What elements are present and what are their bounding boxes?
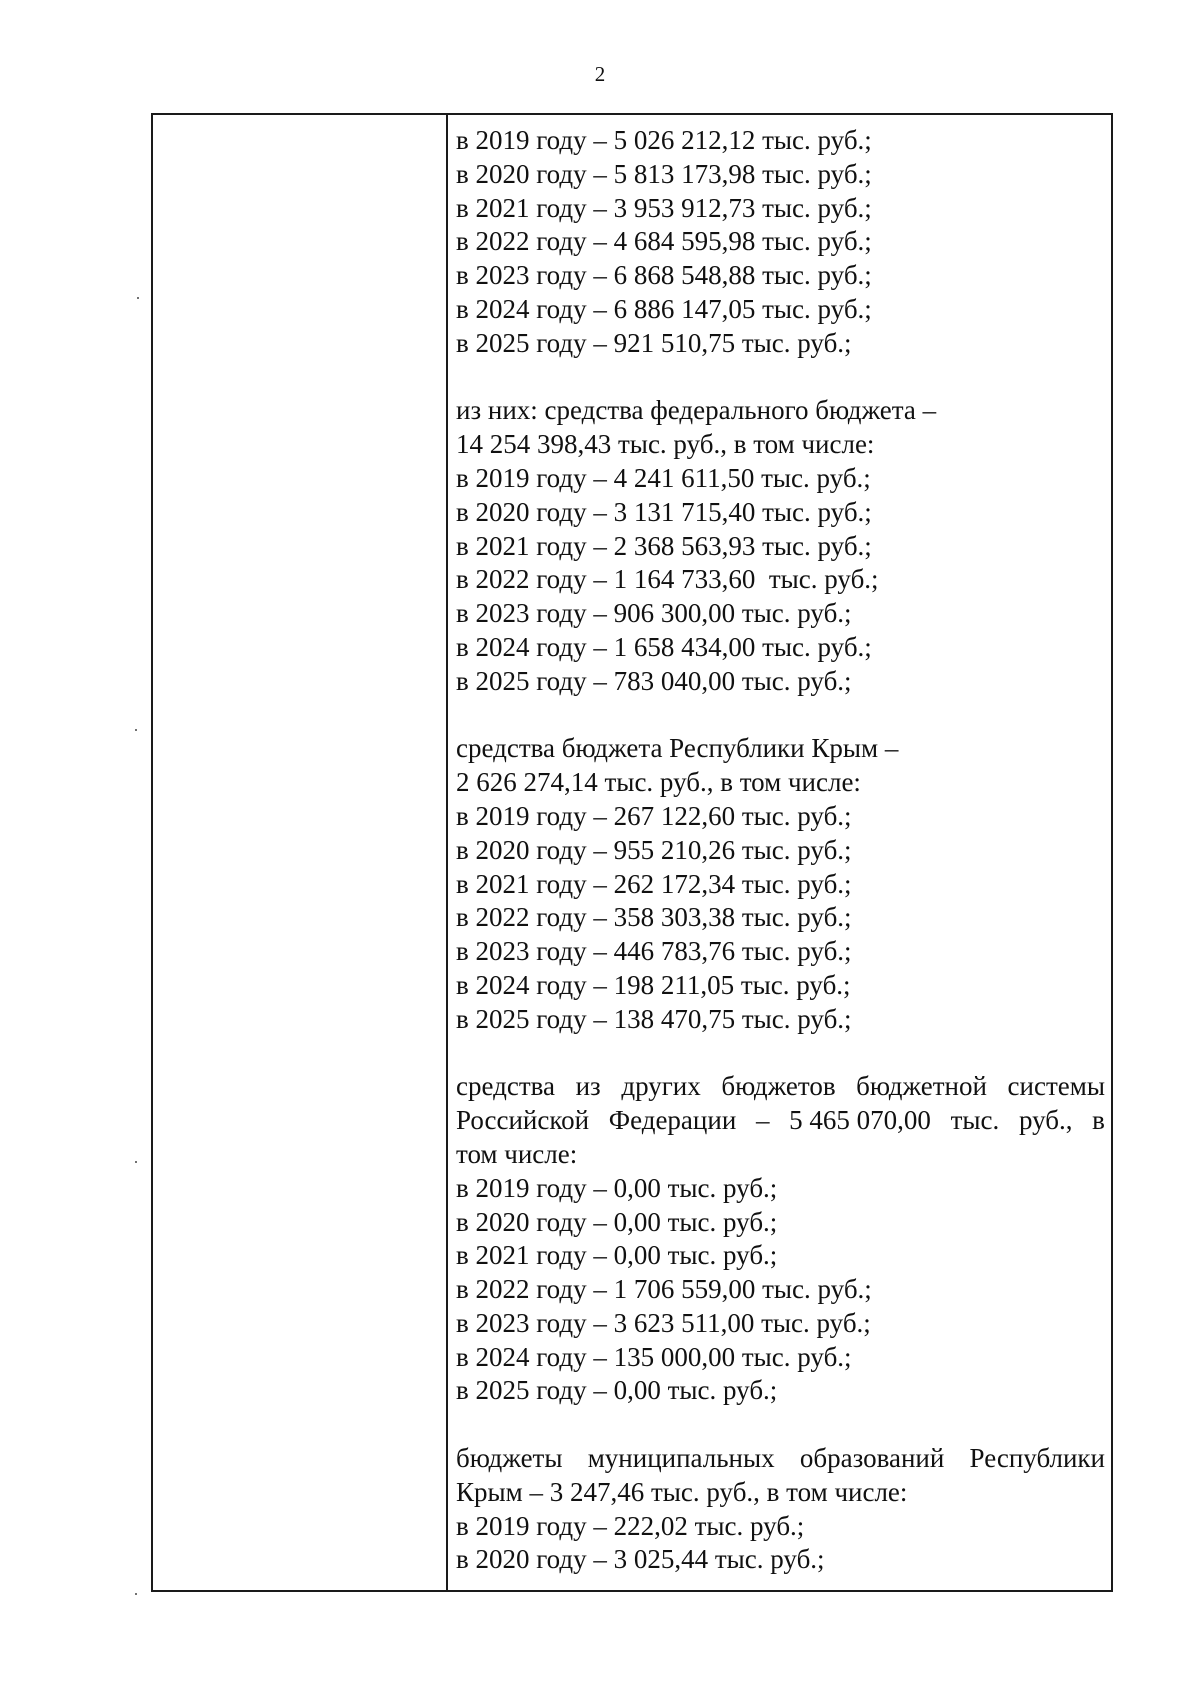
scan-speck — [137, 297, 139, 299]
heading-word: Федерации — [608, 1105, 737, 1136]
heading-word: средства — [456, 1071, 556, 1102]
year-line: в 2019 году – 222,02 тыс. руб.; — [456, 1510, 805, 1541]
year-line: в 2019 году – 0,00 тыс. руб.; — [456, 1172, 778, 1203]
year-line: в 2021 году – 262 172,34 тыс. руб.; — [456, 868, 852, 899]
heading-word: 5 465 070,00 — [789, 1105, 931, 1136]
section-heading-line — [456, 1442, 1105, 1476]
municipal-budgets-section — [456, 1442, 1105, 1577]
totals-by-year — [456, 124, 1105, 361]
section-total: 14 254 398,43 тыс. руб., в том числе: — [456, 429, 875, 460]
heading-word: бюджетной — [856, 1071, 987, 1102]
heading-word: из — [575, 1071, 601, 1102]
section-heading: из них: средства федерального бюджета – — [456, 395, 937, 426]
year-line: в 2025 году – 921 510,75 тыс. руб.; — [456, 327, 852, 358]
federal-budget-section — [456, 394, 1105, 698]
heading-word: руб., — [1018, 1105, 1073, 1136]
heading-word: Республики — [969, 1443, 1105, 1474]
section-heading-line: том числе: — [456, 1138, 578, 1169]
year-line: в 2021 году – 0,00 тыс. руб.; — [456, 1240, 778, 1271]
heading-word: бюджеты — [456, 1443, 563, 1474]
year-line: в 2022 году – 1 706 559,00 тыс. руб.; — [456, 1274, 872, 1305]
section-heading-line — [456, 1070, 1105, 1104]
year-line: в 2023 году – 6 868 548,88 тыс. руб.; — [456, 260, 872, 291]
year-line: в 2021 году – 2 368 563,93 тыс. руб.; — [456, 530, 872, 561]
year-line: в 2024 году – 6 886 147,05 тыс. руб.; — [456, 293, 872, 324]
year-line: в 2025 году – 783 040,00 тыс. руб.; — [456, 665, 852, 696]
table-right-column — [448, 115, 1111, 1590]
page-number: 2 — [594, 62, 606, 86]
heading-word: системы — [1007, 1071, 1105, 1102]
year-line: в 2023 году – 906 300,00 тыс. руб.; — [456, 598, 852, 629]
year-line: в 2022 году – 4 684 595,98 тыс. руб.; — [456, 226, 872, 257]
year-line: в 2021 году – 3 953 912,73 тыс. руб.; — [456, 192, 872, 223]
year-line: в 2020 году – 0,00 тыс. руб.; — [456, 1206, 778, 1237]
section-total: 2 626 274,14 тыс. руб., в том числе: — [456, 767, 861, 798]
year-line: в 2024 году – 198 211,05 тыс. руб.; — [456, 969, 851, 1000]
year-line: в 2020 году – 5 813 173,98 тыс. руб.; — [456, 158, 872, 189]
heading-word: муниципальных — [587, 1443, 775, 1474]
table-left-column — [153, 115, 448, 1590]
scan-speck — [135, 1161, 137, 1163]
year-line: в 2024 году – 135 000,00 тыс. руб.; — [456, 1341, 852, 1372]
year-line: в 2024 году – 1 658 434,00 тыс. руб.; — [456, 631, 872, 662]
crimea-budget-section — [456, 732, 1105, 1036]
year-line: в 2025 году – 138 470,75 тыс. руб.; — [456, 1003, 852, 1034]
year-line: в 2022 году – 358 303,38 тыс. руб.; — [456, 902, 852, 933]
heading-word: тыс. — [950, 1105, 1000, 1136]
scan-speck — [135, 729, 137, 731]
year-line: в 2020 году – 3 025,44 тыс. руб.; — [456, 1544, 825, 1575]
heading-word: в — [1092, 1105, 1105, 1136]
heading-word: образований — [799, 1443, 945, 1474]
heading-word: других — [621, 1071, 701, 1102]
budget-table — [151, 113, 1113, 1592]
year-line: в 2023 году – 3 623 511,00 тыс. руб.; — [456, 1307, 871, 1338]
scan-speck — [135, 1593, 137, 1595]
heading-word: Российской — [456, 1105, 590, 1136]
heading-word: – — [755, 1105, 770, 1136]
section-heading-line — [456, 1104, 1105, 1138]
year-line: в 2020 году – 955 210,26 тыс. руб.; — [456, 834, 852, 865]
year-line: в 2025 году – 0,00 тыс. руб.; — [456, 1375, 778, 1406]
section-heading-line: Крым – 3 247,46 тыс. руб., в том числе: — [456, 1476, 908, 1507]
year-line: в 2023 году – 446 783,76 тыс. руб.; — [456, 936, 852, 967]
year-line: в 2019 году – 5 026 212,12 тыс. руб.; — [456, 125, 872, 155]
section-heading: средства бюджета Республики Крым – — [456, 733, 899, 764]
heading-word: бюджетов — [721, 1071, 836, 1102]
year-line: в 2019 году – 4 241 611,50 тыс. руб.; — [456, 462, 871, 493]
year-line: в 2020 году – 3 131 715,40 тыс. руб.; — [456, 496, 872, 527]
year-line: в 2019 году – 267 122,60 тыс. руб.; — [456, 800, 852, 831]
other-budgets-section — [456, 1070, 1105, 1408]
year-line: в 2022 году – 1 164 733,60 тыс. руб.; — [456, 564, 879, 595]
